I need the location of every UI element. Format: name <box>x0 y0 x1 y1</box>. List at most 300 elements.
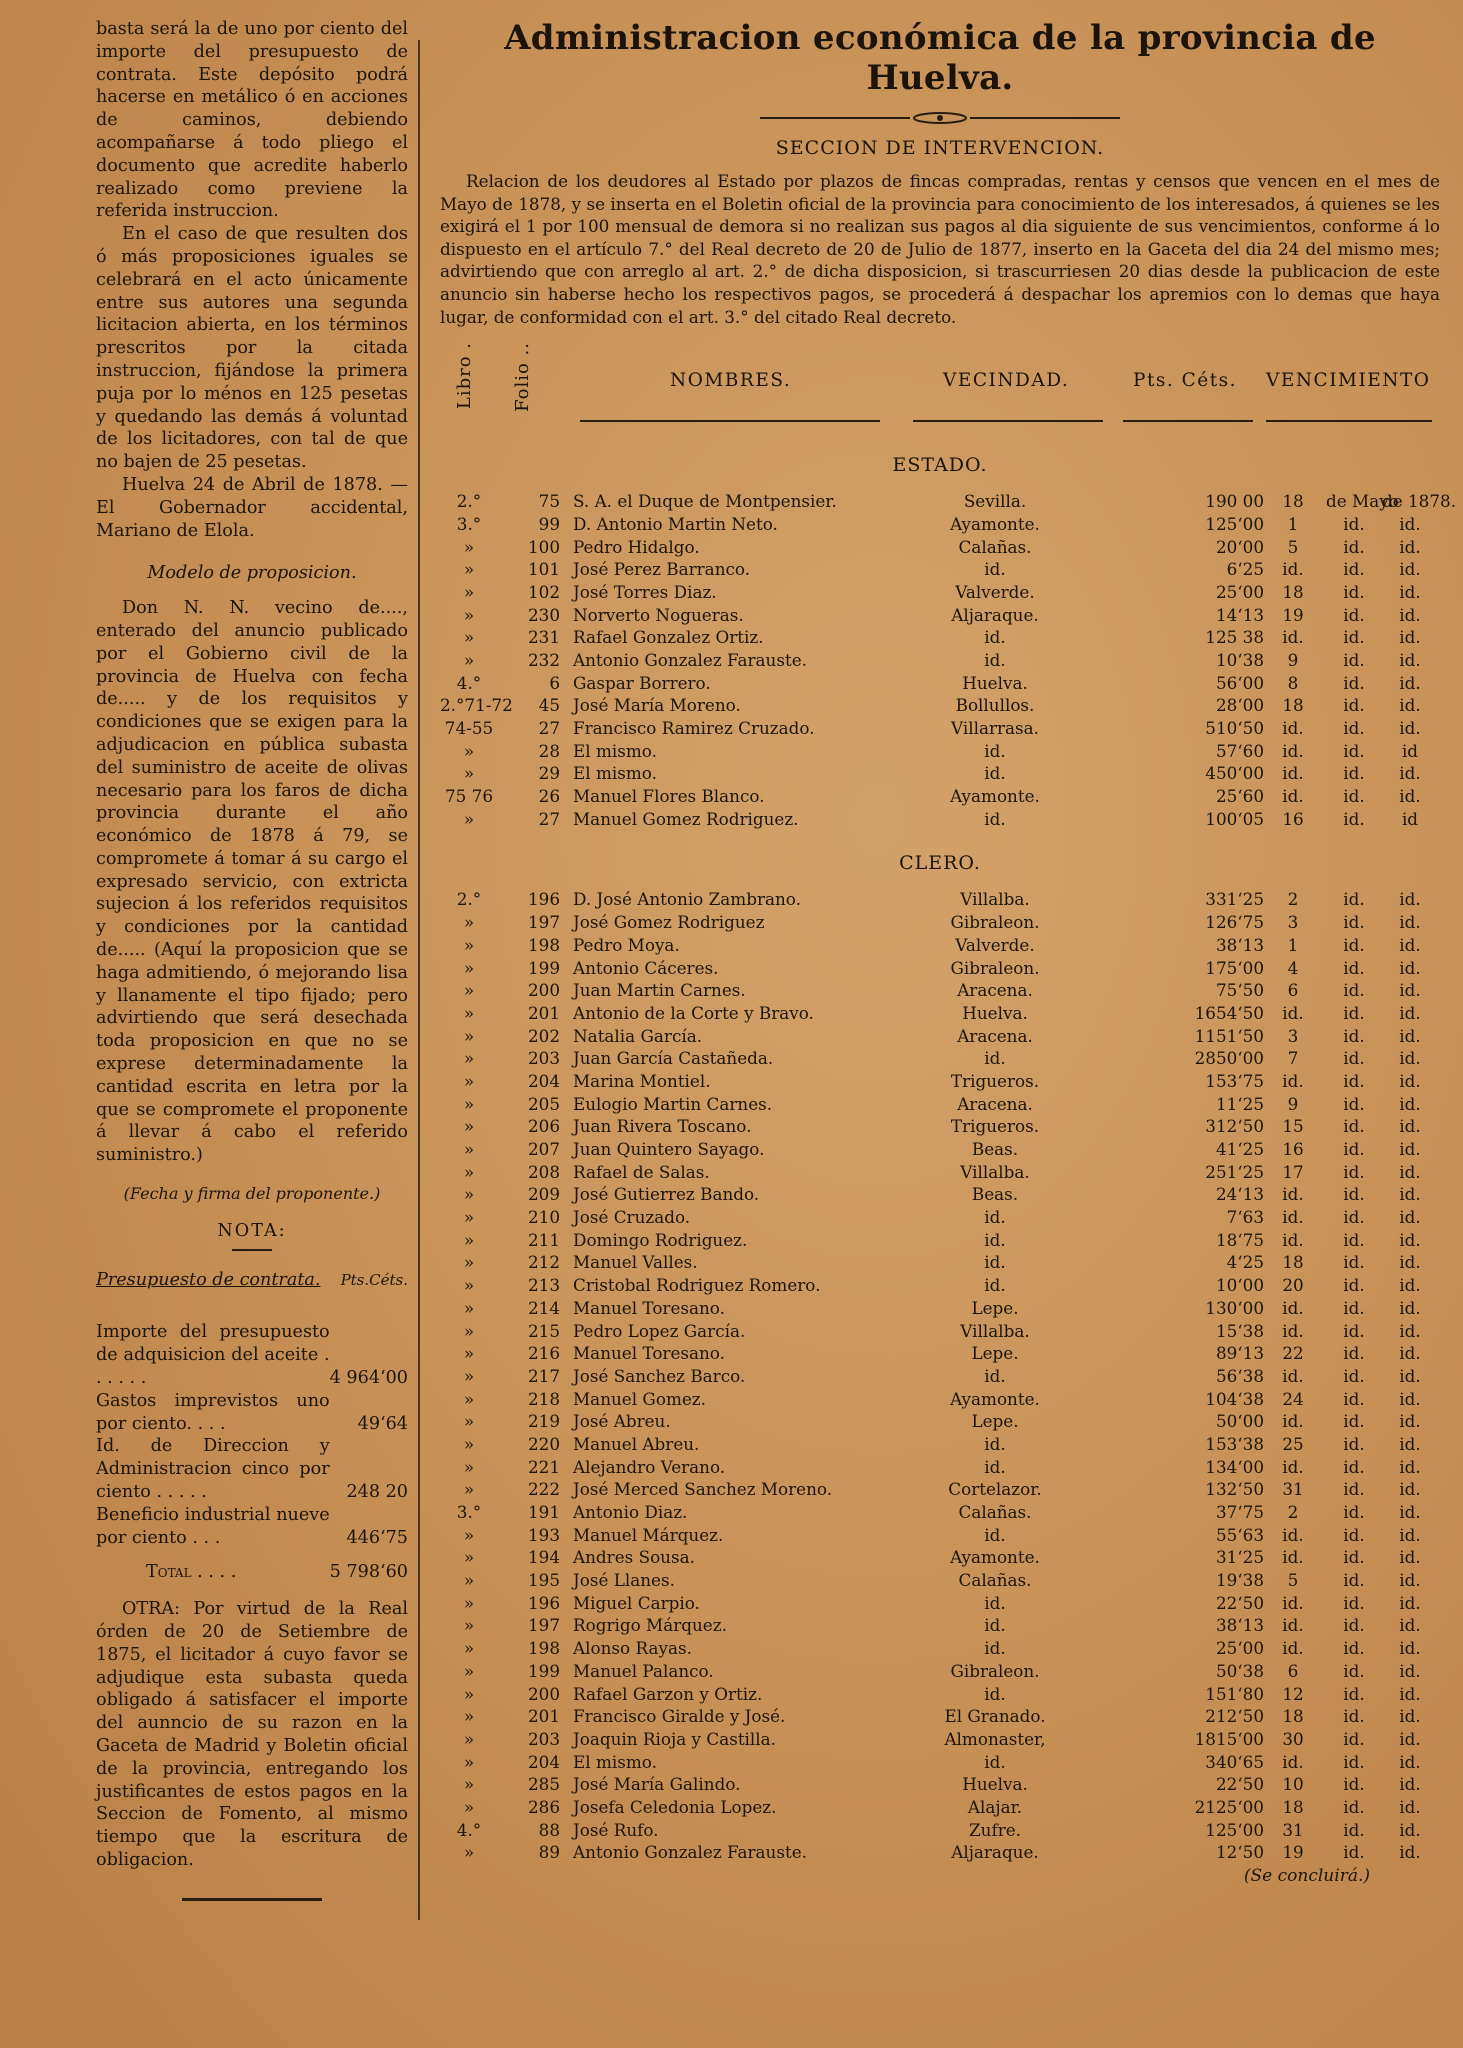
cell-libro: » <box>463 1524 475 1545</box>
cell-vecindad: Calañas. <box>958 536 1032 557</box>
table-row <box>440 1819 1440 1842</box>
cell-day: 18 <box>1282 1252 1304 1273</box>
cell-folio: 209 <box>527 1184 560 1205</box>
cell-month: id. <box>1343 1479 1365 1500</box>
cell-folio: 204 <box>527 1070 560 1091</box>
table-row <box>440 740 1440 763</box>
table-row <box>440 1115 1440 1138</box>
cell-name: D. José Antonio Zambrano. <box>573 889 801 910</box>
budget-col-label: Pts.Céts. <box>340 1270 408 1289</box>
cell-amount: 22‘50 <box>1215 1774 1264 1795</box>
cell-libro: 3.° <box>456 513 482 534</box>
cell-libro: » <box>463 1275 475 1296</box>
cell-folio: 203 <box>527 1048 560 1069</box>
cell-vecindad: Huelva. <box>962 1774 1028 1795</box>
cell-month: id. <box>1343 1093 1365 1114</box>
main-column <box>440 18 1457 1887</box>
cell-day: id. <box>1282 1320 1304 1341</box>
cell-name: Juan Rivera Toscano. <box>573 1116 752 1137</box>
cell-name: José Abreu. <box>573 1411 671 1432</box>
cell-day: 18 <box>1282 695 1304 716</box>
table-row <box>440 1433 1440 1456</box>
cell-vecindad: Lepe. <box>971 1343 1019 1364</box>
cell-day: id. <box>1282 1524 1304 1545</box>
cell-year: id. <box>1399 649 1421 670</box>
cell-amount: 11‘25 <box>1215 1093 1264 1114</box>
table-row <box>440 1501 1440 1524</box>
table-row <box>440 1796 1440 1819</box>
cell-name: Manuel Flores Blanco. <box>573 786 765 807</box>
cell-year: id. <box>1399 1207 1421 1228</box>
cell-name: José Rufo. <box>573 1819 659 1840</box>
cell-vecindad: Lepe. <box>971 1411 1019 1432</box>
table-row <box>440 1478 1440 1501</box>
cell-vecindad: id. <box>984 1252 1006 1273</box>
cell-folio: 28 <box>538 740 560 761</box>
cell-libro: » <box>463 740 475 761</box>
end-rule <box>182 1898 322 1901</box>
cell-libro: » <box>463 1706 475 1727</box>
table-row <box>440 1206 1440 1229</box>
cell-amount: 15‘38 <box>1215 1320 1264 1341</box>
cell-folio: 191 <box>527 1502 560 1523</box>
cell-day: 18 <box>1282 1796 1304 1817</box>
cell-folio: 200 <box>527 980 560 1001</box>
cell-name: Manuel Toresano. <box>573 1343 725 1364</box>
cell-amount: 25‘00 <box>1215 1638 1264 1659</box>
cell-year: id. <box>1399 1456 1421 1477</box>
cell-month: id. <box>1343 912 1365 933</box>
cell-name: José Perez Barranco. <box>573 559 751 580</box>
header-underline <box>1123 420 1253 422</box>
header-nombres: NOMBRES. <box>670 370 792 392</box>
cell-folio: 286 <box>527 1796 560 1817</box>
cell-month: id. <box>1343 536 1365 557</box>
cell-libro: » <box>463 1615 475 1636</box>
cell-libro: » <box>463 1479 475 1500</box>
cell-amount: 38‘13 <box>1215 1615 1264 1636</box>
cell-name: José Gutierrez Bando. <box>573 1184 760 1205</box>
cell-amount: 50‘00 <box>1215 1411 1264 1432</box>
cell-month: id. <box>1343 1161 1365 1182</box>
cell-folio: 213 <box>527 1275 560 1296</box>
cell-folio: 26 <box>538 786 560 807</box>
cell-folio: 231 <box>527 627 560 648</box>
cell-name: Manuel Abreu. <box>573 1433 700 1454</box>
cell-name: El mismo. <box>573 1751 657 1772</box>
cell-amount: 10‘00 <box>1215 1275 1264 1296</box>
cell-vecindad: Cortelazor. <box>948 1479 1042 1500</box>
cell-day: id. <box>1282 1638 1304 1659</box>
cell-vecindad: id. <box>984 627 1006 648</box>
cell-day: 19 <box>1282 604 1304 625</box>
cell-vecindad: id. <box>984 763 1006 784</box>
cell-libro: 75 76 <box>444 786 494 807</box>
cell-day: id. <box>1282 1229 1304 1250</box>
cell-amount: 1815‘00 <box>1194 1728 1264 1749</box>
cell-folio: 45 <box>538 695 560 716</box>
cell-vecindad: Villalba. <box>960 1161 1030 1182</box>
signature: (Fecha y firma del proponente.) <box>123 1184 381 1204</box>
cell-year: id. <box>1399 1774 1421 1795</box>
cell-year: id. <box>1399 1184 1421 1205</box>
cell-day: 1 <box>1287 513 1299 534</box>
cell-day: id. <box>1282 1751 1304 1772</box>
cell-vecindad: Trigueros. <box>950 1070 1040 1091</box>
cell-vecindad: Trigueros. <box>950 1116 1040 1137</box>
cell-name: Antonio Cáceres. <box>573 957 719 978</box>
cell-day: 2 <box>1287 1502 1299 1523</box>
cell-day: 5 <box>1287 1570 1299 1591</box>
cell-name: Antonio Diaz. <box>573 1502 688 1523</box>
cell-year: id. <box>1399 1320 1421 1341</box>
cell-year: id. <box>1399 1411 1421 1432</box>
cell-libro: » <box>463 1683 475 1704</box>
left-paragraph-3: Huelva 24 de Abril de 1878. —El Gobernador accidental, Mariano de Elola. <box>96 474 408 541</box>
cell-month: id. <box>1343 1592 1365 1613</box>
cell-amount: 28‘00 <box>1215 695 1264 716</box>
cell-folio: 75 <box>538 491 560 512</box>
cell-folio: 6 <box>549 672 560 693</box>
cell-name: Juan Quintero Sayago. <box>573 1139 765 1160</box>
cell-amount: 7‘63 <box>1226 1207 1264 1228</box>
cell-amount: 510‘50 <box>1205 718 1264 739</box>
cell-name: José Gomez Rodriguez <box>573 912 765 933</box>
cell-year: id. <box>1399 1728 1421 1749</box>
cell-year: id. <box>1399 718 1421 739</box>
table-row <box>440 762 1440 785</box>
cell-libro: » <box>463 1252 475 1273</box>
cell-vecindad: id. <box>984 559 1006 580</box>
cell-day: id. <box>1282 1070 1304 1091</box>
cell-day: id. <box>1282 1297 1304 1318</box>
cell-name: José Torres Diaz. <box>573 581 717 602</box>
cell-vecindad: El Granado. <box>944 1706 1046 1727</box>
cell-day: id. <box>1282 1615 1304 1636</box>
cell-day: 25 <box>1282 1433 1304 1454</box>
cell-day: 22 <box>1282 1343 1304 1364</box>
cell-folio: 204 <box>527 1751 560 1772</box>
cell-amount: 2850‘00 <box>1194 1048 1264 1069</box>
cell-year: id. <box>1399 581 1421 602</box>
cell-libro: 4.° <box>456 1819 482 1840</box>
cell-year: id. <box>1399 1275 1421 1296</box>
cell-year: id. <box>1399 1615 1421 1636</box>
cell-libro: » <box>463 1184 475 1205</box>
cell-day: 20 <box>1282 1275 1304 1296</box>
cell-month: id. <box>1343 1774 1365 1795</box>
cell-name: José Merced Sanchez Moreno. <box>573 1479 833 1500</box>
cell-month: id. <box>1343 1547 1365 1568</box>
cell-month: id. <box>1343 980 1365 1001</box>
header-underline <box>1266 420 1432 422</box>
table-row <box>440 1773 1440 1796</box>
cell-folio: 208 <box>527 1161 560 1182</box>
cell-name: Manuel Márquez. <box>573 1524 724 1545</box>
cell-vecindad: id. <box>984 1592 1006 1613</box>
cell-vecindad: Beas. <box>971 1139 1019 1160</box>
cell-libro: » <box>463 1796 475 1817</box>
cell-amount: 125‘00 <box>1205 513 1264 534</box>
table-row <box>440 1751 1440 1774</box>
cell-name: El mismo. <box>573 740 657 761</box>
cell-amount: 18‘75 <box>1215 1229 1264 1250</box>
cell-folio: 203 <box>527 1728 560 1749</box>
nota-title: NOTA: <box>217 1220 287 1241</box>
header-vecindad: VECINDAD. <box>943 370 1070 392</box>
cell-vecindad: id. <box>984 1365 1006 1386</box>
table-row <box>440 513 1440 536</box>
cell-month: id. <box>1343 1751 1365 1772</box>
cell-year: id. <box>1399 1093 1421 1114</box>
cell-folio: 199 <box>527 957 560 978</box>
cell-folio: 220 <box>527 1433 560 1454</box>
cell-folio: 212 <box>527 1252 560 1273</box>
cell-name: Andres Sousa. <box>573 1547 695 1568</box>
page-title: Administracion económica de la provincia de Huelva. <box>504 18 1376 98</box>
table-row <box>440 957 1440 980</box>
cell-folio: 201 <box>527 1002 560 1023</box>
cell-name: Rafael Garzon y Ortiz. <box>573 1683 763 1704</box>
cell-libro: » <box>463 1343 475 1364</box>
cell-libro: » <box>463 649 475 670</box>
model-title: Modelo de proposicion. <box>147 563 357 584</box>
column-rule <box>418 40 420 1920</box>
cell-libro: » <box>463 1139 475 1160</box>
cell-month: id. <box>1343 1728 1365 1749</box>
table-row <box>440 1093 1440 1116</box>
cell-vecindad: Beas. <box>971 1184 1019 1205</box>
cell-vecindad: Ayamonte. <box>950 786 1040 807</box>
cell-amount: 10‘38 <box>1215 649 1264 670</box>
cell-name: José Sanchez Barco. <box>573 1365 746 1386</box>
cell-folio: 199 <box>527 1660 560 1681</box>
cell-libro: » <box>463 1320 475 1341</box>
cell-folio: 99 <box>538 513 560 534</box>
group-title-estado: ESTADO. <box>892 454 988 477</box>
cell-year: id. <box>1399 1025 1421 1046</box>
cell-libro: » <box>463 1842 475 1863</box>
cell-folio: 197 <box>527 1615 560 1636</box>
cell-folio: 89 <box>538 1842 560 1863</box>
table-row <box>440 649 1440 672</box>
cell-libro: » <box>463 1365 475 1386</box>
cell-amount: 38‘13 <box>1215 934 1264 955</box>
cell-day: id. <box>1282 763 1304 784</box>
cell-libro: » <box>463 808 475 829</box>
table-row <box>440 1183 1440 1206</box>
cell-name: Marina Montiel. <box>573 1070 711 1091</box>
table-row <box>440 1047 1440 1070</box>
table-row <box>440 1410 1440 1433</box>
cell-year: id. <box>1399 513 1421 534</box>
table-row <box>440 808 1440 831</box>
cell-name: Manuel Gomez. <box>573 1388 706 1409</box>
cell-folio: 194 <box>527 1547 560 1568</box>
cell-day: id. <box>1282 1547 1304 1568</box>
cell-month: id. <box>1343 1207 1365 1228</box>
cell-month: id. <box>1343 1570 1365 1591</box>
cell-vecindad: Huelva. <box>962 1002 1028 1023</box>
table-row <box>440 1274 1440 1297</box>
cell-year: id. <box>1399 1638 1421 1659</box>
cell-vecindad: Aracena. <box>957 980 1033 1001</box>
cell-month: id. <box>1343 604 1365 625</box>
cell-amount: 25‘00 <box>1215 581 1264 602</box>
table-row <box>440 1546 1440 1569</box>
cell-day: 24 <box>1282 1388 1304 1409</box>
cell-day: id. <box>1282 627 1304 648</box>
table-row <box>440 1025 1440 1048</box>
model-body: Don N. N. vecino de...., enterado del anuncio publicado por el Gobierno civil de la provincia de Huelva con fecha de..... y de los requisitos y condiciones que se exigen para la adjudicacion en pública subasta del suministro de aceite de olivas necesario para los faros de dicha provincia durante el año económico de 1878 á 79, se compromete á tomar á su cargo el expresado servicio, con extricta sujecion á los referidos requisitos y condiciones por la cantidad de..... (Aquí la proposicion que se haga admitiendo, ó mejorando lisa y llanamente el tipo fijado; pero advirtiendo que será desechada toda proposicion en que no se exprese determinadamente la cantidad escrita en letra por la que se compromete el proponente á llevar á cabo el referido suministro.) <box>96 598 408 1166</box>
clero-rows <box>440 888 1440 1864</box>
cell-year: id. <box>1399 1524 1421 1545</box>
budget-row: Id. de Direccion y Administracion cinco por ciento . . . . . 248 20 <box>96 1436 408 1503</box>
cell-month: id. <box>1343 1456 1365 1477</box>
cell-name: Joaquin Rioja y Castilla. <box>573 1728 776 1749</box>
cell-name: Manuel Valles. <box>573 1252 698 1273</box>
cell-day: 18 <box>1282 491 1304 512</box>
cell-month: id. <box>1343 763 1365 784</box>
left-column <box>96 18 408 1901</box>
cell-vecindad: Aljaraque. <box>951 604 1039 625</box>
cell-day: id. <box>1282 1184 1304 1205</box>
cell-vecindad: Lepe. <box>971 1297 1019 1318</box>
table-row <box>440 581 1440 604</box>
cell-name: Juan Martin Carnes. <box>573 980 746 1001</box>
cell-vecindad: Ayamonte. <box>950 1388 1040 1409</box>
table-row <box>440 672 1440 695</box>
cell-year: de 1878. <box>1382 491 1457 512</box>
cell-month: id. <box>1343 1433 1365 1454</box>
cell-name: Miguel Carpio. <box>573 1592 700 1613</box>
cell-year: id. <box>1399 1433 1421 1454</box>
cell-folio: 230 <box>527 604 560 625</box>
cell-amount: 56‘38 <box>1215 1365 1264 1386</box>
cell-amount: 4‘25 <box>1226 1252 1264 1273</box>
cell-year: id. <box>1399 1660 1421 1681</box>
cell-month: id. <box>1343 1365 1365 1386</box>
table-row <box>440 888 1440 911</box>
cell-libro: » <box>463 1070 475 1091</box>
cell-vecindad: id. <box>984 1433 1006 1454</box>
table-row <box>440 536 1440 559</box>
cell-year: id. <box>1399 1116 1421 1137</box>
cell-day: id. <box>1282 1411 1304 1432</box>
cell-libro: » <box>463 1297 475 1318</box>
cell-year: id. <box>1399 627 1421 648</box>
cell-year: id. <box>1399 1252 1421 1273</box>
header-amount: Pts. Céts. <box>1133 370 1238 392</box>
cell-folio: 201 <box>527 1706 560 1727</box>
cell-day: 8 <box>1287 672 1299 693</box>
budget-row: Importe del presupuesto de adquisicion del aceite . . . . . . 4 964‘00 <box>96 1322 408 1389</box>
cell-folio: 207 <box>527 1139 560 1160</box>
table-row <box>440 626 1440 649</box>
cell-year: id. <box>1399 1002 1421 1023</box>
cell-year: id. <box>1399 559 1421 580</box>
cell-month: id. <box>1343 1683 1365 1704</box>
cell-amount: 89‘13 <box>1215 1343 1264 1364</box>
cell-vecindad: id. <box>984 1615 1006 1636</box>
cell-libro: » <box>463 1547 475 1568</box>
cell-name: Manuel Toresano. <box>573 1297 725 1318</box>
cell-vecindad: Villarrasa. <box>951 718 1039 739</box>
table-row <box>440 1388 1440 1411</box>
cell-day: 9 <box>1287 1093 1299 1114</box>
cell-year: id. <box>1399 536 1421 557</box>
cell-folio: 101 <box>527 559 560 580</box>
cell-month: id. <box>1343 1297 1365 1318</box>
cell-folio: 198 <box>527 934 560 955</box>
cell-name: José Cruzado. <box>573 1207 691 1228</box>
table-row <box>440 1456 1440 1479</box>
cell-folio: 88 <box>538 1819 560 1840</box>
cell-libro: » <box>463 627 475 648</box>
table-row <box>440 1524 1440 1547</box>
cell-libro: » <box>463 1025 475 1046</box>
cell-folio: 222 <box>527 1479 560 1500</box>
table-row <box>440 1320 1440 1343</box>
cell-vecindad: id. <box>984 1275 1006 1296</box>
cell-day: 15 <box>1282 1116 1304 1137</box>
cell-amount: 75‘50 <box>1215 980 1264 1001</box>
cell-amount: 104‘38 <box>1205 1388 1264 1409</box>
cell-name: José Llanes. <box>573 1570 675 1591</box>
cell-name: S. A. el Duque de Montpensier. <box>573 491 837 512</box>
table-row <box>440 717 1440 740</box>
cell-year: id. <box>1399 1570 1421 1591</box>
cell-libro: » <box>463 934 475 955</box>
cell-day: 18 <box>1282 581 1304 602</box>
cell-year: id. <box>1399 1547 1421 1568</box>
cell-name: Francisco Giralde y José. <box>573 1706 786 1727</box>
cell-month: id. <box>1343 1343 1365 1364</box>
cell-vecindad: Gibraleon. <box>950 912 1040 933</box>
cell-vecindad: id. <box>984 808 1006 829</box>
cell-year: id. <box>1399 1796 1421 1817</box>
cell-amount: 151‘80 <box>1205 1683 1264 1704</box>
cell-vecindad: id. <box>984 649 1006 670</box>
cell-libro: » <box>463 1638 475 1659</box>
cell-folio: 219 <box>527 1411 560 1432</box>
cell-month: id. <box>1343 672 1365 693</box>
cell-year: id. <box>1399 1751 1421 1772</box>
cell-libro: » <box>463 581 475 602</box>
table-row <box>440 785 1440 808</box>
cell-amount: 331‘25 <box>1205 889 1264 910</box>
cell-name: Juan García Castañeda. <box>573 1048 774 1069</box>
cell-libro: » <box>463 1093 475 1114</box>
otra-paragraph: OTRA: Por virtud de la Real órden de 20 de Setiembre de 1875, el licitador á cuyo favor se adjudique esta subasta queda obligado á satisfacer el importe del aunncio de su razon en la Gaceta de Madrid y Boletin oficial de la provincia, entregando los justificantes de estos pagos en la Seccion de Fomento, al mismo tiempo que la escritura de obligacion. <box>96 1599 408 1870</box>
table-row <box>440 1251 1440 1274</box>
cell-day: 30 <box>1282 1728 1304 1749</box>
cell-name: Rafael de Salas. <box>573 1161 710 1182</box>
cell-year: id. <box>1399 672 1421 693</box>
cell-libro: » <box>463 1433 475 1454</box>
cell-amount: 25‘60 <box>1215 786 1264 807</box>
cell-name: Pedro Moya. <box>573 934 680 955</box>
cell-vecindad: id. <box>984 1683 1006 1704</box>
cell-vecindad: Calañas. <box>958 1502 1032 1523</box>
cell-amount: 132‘50 <box>1205 1479 1264 1500</box>
cell-vecindad: id. <box>984 1524 1006 1545</box>
cell-name: D. Antonio Martin Neto. <box>573 513 778 534</box>
cell-name: Pedro Hidalgo. <box>573 536 700 557</box>
cell-month: id. <box>1343 1638 1365 1659</box>
cell-vecindad: Villalba. <box>960 889 1030 910</box>
cell-day: 16 <box>1282 1139 1304 1160</box>
